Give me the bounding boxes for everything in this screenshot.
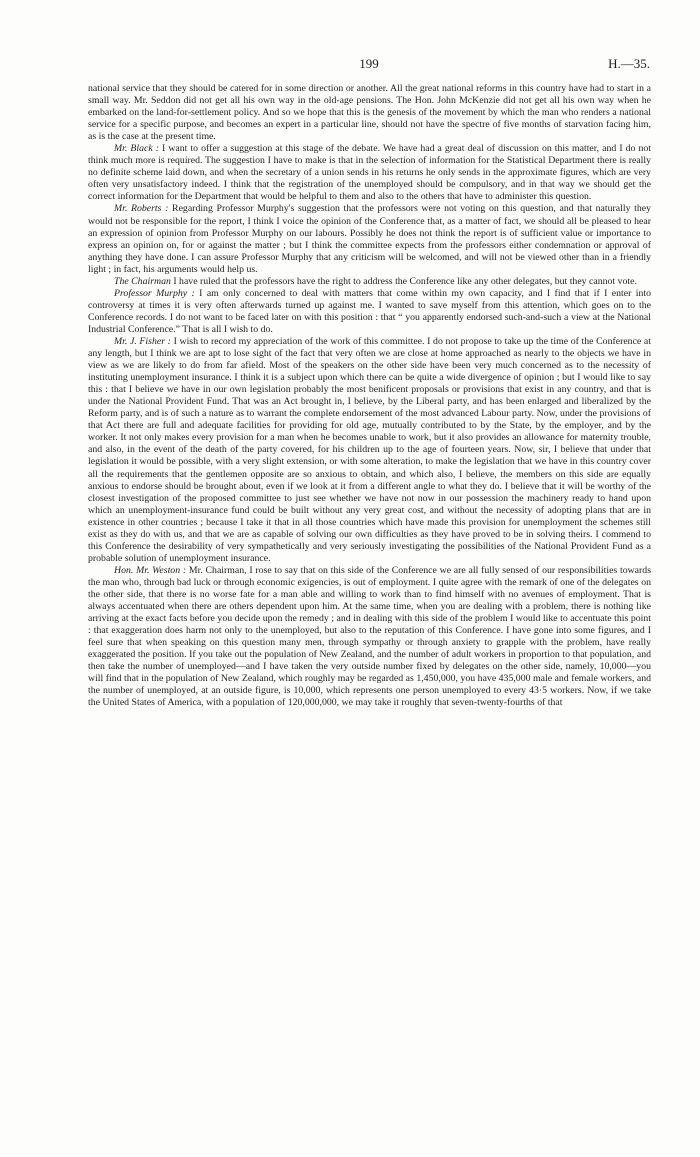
paragraph-text: I want to offer a suggestion at this stage of the debate. We have had a great deal of discussion on this matter, and I do not think much more is required. The suggestion I have to make is that in the selection of information for the Statistical Department there is really no definite scheme laid down, and when the secretary of a union sends in his returns he only sends in the approximate figures, which are very often very unsatisfactory indeed. I think that the registration of the unemployed should be compulsory, and in that way we should get the correct information for the Department that would be helpful to them and also to the others that have to administer this question. <box>88 143 651 203</box>
page-header <box>88 56 650 72</box>
paragraph <box>88 203 651 275</box>
speaker-name: Mr. Roberts : <box>114 203 169 215</box>
speaker-name: Mr. Black : <box>114 143 159 155</box>
paragraph-text: I am only concerned to deal with matters that come within my own capacity, and I find that if I enter into controversy at times it is very often afterwards turned up against me. I wanted to save myself from this attention, which goes on to the Conference records. I do not want to be faced later on with this position : that “ you apparently endorsed such-and-such a view at the National Industrial Conference.” That is all I wish to do. <box>88 287 651 335</box>
speaker-name: Professor Murphy : <box>114 287 195 299</box>
document-reference: H.—35. <box>608 56 650 71</box>
paragraph-text: Mr. Chairman, I rose to say that on this side of the Conference we are all fully sensed of our responsibilities towards the man who, through bad luck or through economic exigencies, is out of employment. I quite agree with the remark of one of the delegates on the other side, that there is no worse fate for a man able and willing to work than to find himself with no avenues of employment. That is always accentuated when there are others dependent upon him. At the same time, when you are dealing with a problem, there is nothing like arriving at the exact facts before you decide upon the remedy ; and in dealing with this side of the problem I would like to accentuate this point : that exaggeration does harm not only to the unemployed, but also to the reputation of this Conference. I have gone into some figures, and I feel sure that when speaking on this question many men, through sympathy or through anxiety to grapple with the problem, have really exaggerated the position. If you take out the population of New Zealand, and the number of adult workers in proportion to that population, and then take the number of unemployed—and I have taken the very outside number fixed by delegates on the other side, namely, 10,000—you will find that in the population of New Zealand, which roughly may be regarded as 1,450,000, you have 435,000 male and female workers, and the number of unemployed, at an outside figure, is 10,000, which represents one person unemployed to every 43·5 workers. Now, if we take the United States of America, with a population of 120,000,000, we may take it roughly that seven-twenty-fourths of that <box>88 564 652 709</box>
body-text <box>88 83 651 709</box>
paragraph <box>88 276 651 288</box>
speaker-name: Mr. J. Fisher : <box>114 335 171 347</box>
paragraph-text: national service that they should be catered for in some direction or another. All the great national reforms in this country have had to start in a small way. Mr. Seddon did not get all his own way in the old-age pensions. The Hon. John McKenzie did not get all his own way when he embarked on the land-for-settlement policy. And so we hope that this is the genesis of the movement by which the man who renders a national service for a specific purpose, and becomes an expert in a particular line, should not have the spectre of five months of starvation facing him, as is the case at the present time. <box>88 83 651 143</box>
paragraph-text: Regarding Professor Murphy's suggestion that the professors were not voting on this question, and that naturally they would not be responsible for the report, I think I voice the opinion of the Conference that, as a matter of fact, we should all be pleased to hear an expression of opinion from Professor Murphy on our labours. Possibly he does not think the report is of sufficient value or importance to express an opinion on, for or against the matter ; but I think the committee expects from the professors either condemnation or approval of anything they have done. I can assure Professor Murphy that any criticism will be welcomed, and will not be viewed other than in a friendly light ; in fact, his arguments would help us. <box>88 203 651 275</box>
paragraph <box>88 565 651 710</box>
page-number: 199 <box>359 56 379 71</box>
speaker-name: The Chairman <box>114 275 171 287</box>
paragraph <box>88 83 651 143</box>
paragraph <box>88 336 651 565</box>
paragraph-text: I have ruled that the professors have the right to address the Conference like any other delegates, but they cannot vote. <box>173 275 637 287</box>
speaker-name: Hon. Mr. Weston : <box>114 564 187 576</box>
paragraph <box>88 288 651 336</box>
paragraph-text: I wish to record my appreciation of the work of this committee. I do not propose to take up the time of the Conference at any length, but I think we are apt to lose sight of the fact that very often we are close at home approached as nearly to the objects we have in view as we are likely to do from far afield. Most of the speakers on the other side have been very much concerned as to the necessity of instituting unemployment insurance. I think it is a subject upon which there can be quite a wide divergence of opinion ; but I would like to say this : that I believe we have in our own legislation probably the most benificent proposals or provisions that exist in any country, and that is under the National Provident Fund. That was an Act brought in, I believe, by the Liberal party, and has been enlarged and liberalized by the Reform party, and is of such a nature as to warrant the complete endorsement of the most advanced Labour party. Now, under the provisions of that Act there are full and adequate facilities for providing for old age, mutually contributed to by the State, by the employer, and by the worker. It not only makes every provision for a man when he becomes unable to work, but it also provides an allowance for maternity trouble, and also, in the event of the death of the party covered, for his children up to the age of fourteen years. Now, sir, I believe that under that legislation it would be possible, with a very slight extension, or with some alteration, to make the legislation that we have in this country cover all the requirements that the gentlemen opposite are so anxious to obtain, and which also, I believe, the members on this side are equally anxious to endorse should be brought about, even if we look at it from a different angle to what they do. I believe that it will be worthy of the closest investigation of the proposed committee to just see whether we have not now in our possession the machinery ready to hand upon which an unemployment-insurance fund could be built without any very great cost, and without the necessity of adopting plans that are in existence in other countries ; because I take it that in all those countries which have made this provision for unemployment the schemes still exist as they do with us, and that we are as capable of solving our own difficulties as they have proved to be in solving theirs. I commend to this Conference the desirability of very sympathetically and very seriously investigating the possibilities of the National Provident Fund as a probable solution of unemployment insurance. <box>88 335 652 564</box>
paragraph <box>88 143 651 203</box>
